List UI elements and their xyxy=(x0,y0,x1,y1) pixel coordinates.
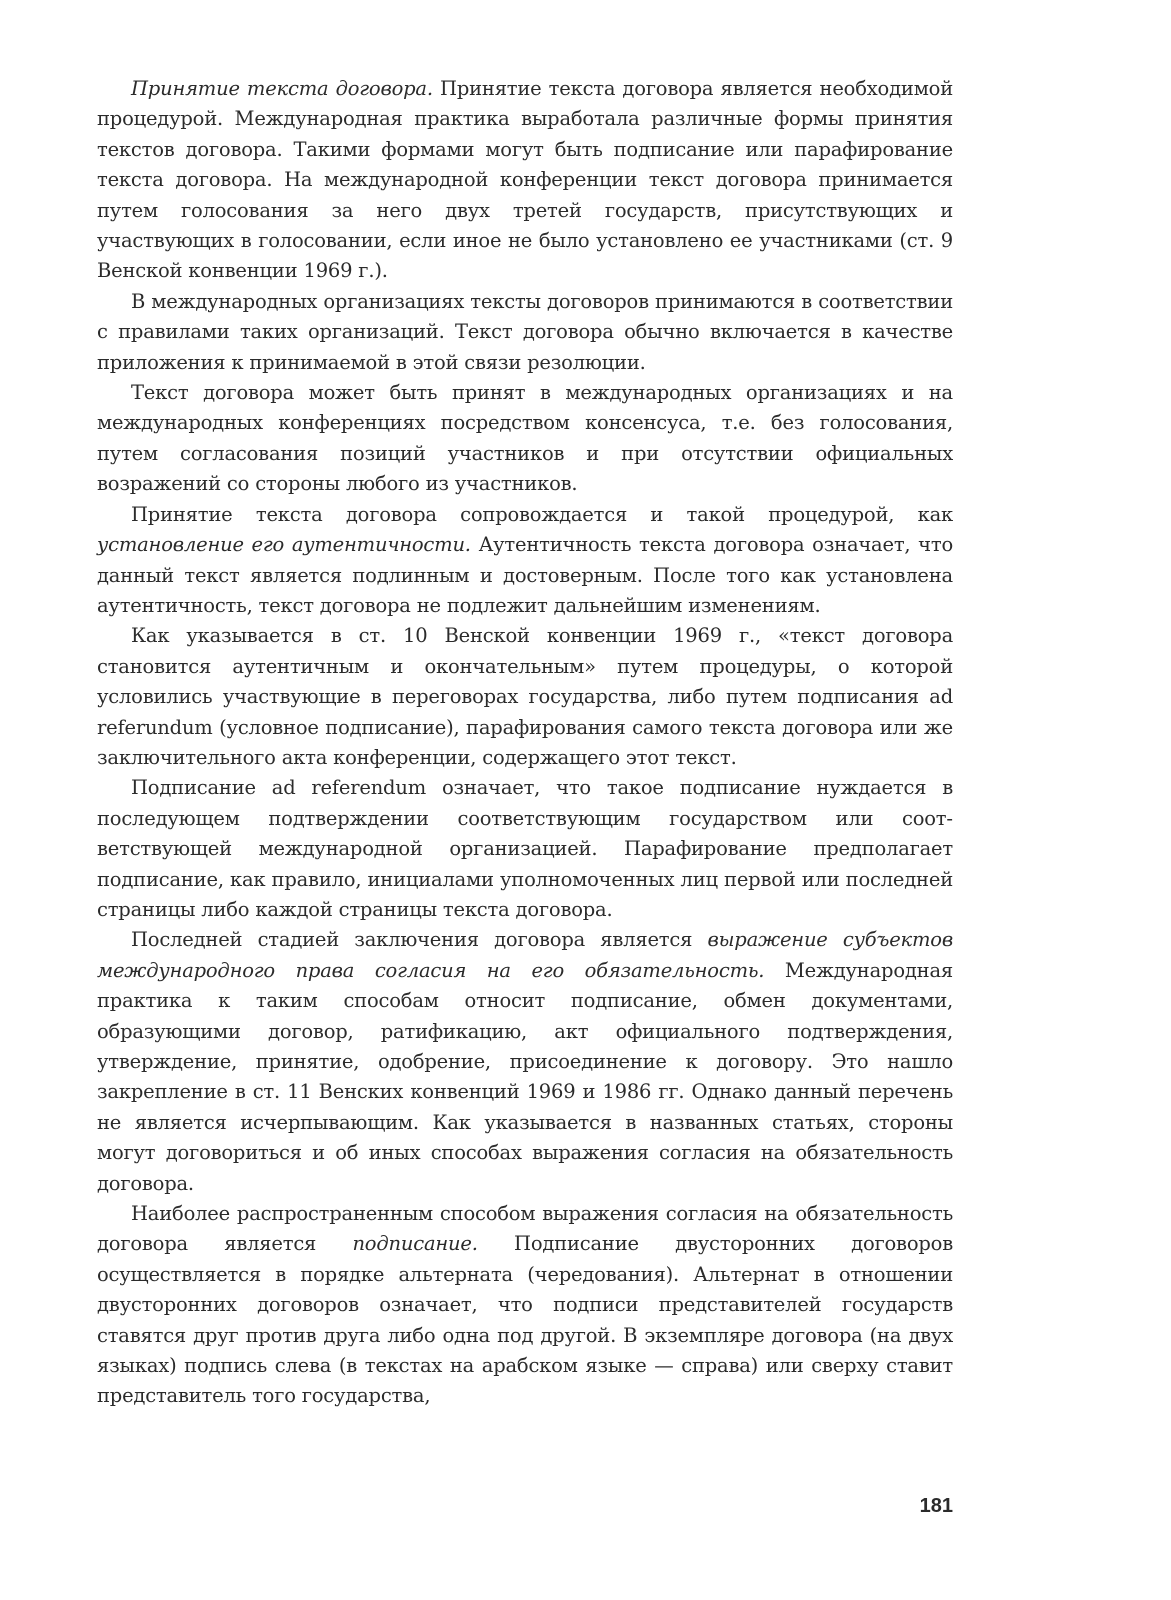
paragraph xyxy=(97,74,953,287)
paragraph xyxy=(97,925,953,1199)
page-number: 181 xyxy=(919,1495,953,1517)
paragraph xyxy=(97,287,953,378)
paragraph xyxy=(97,500,953,622)
italic-term: выражение субъектов международного права согласия на его обязательность. xyxy=(97,928,953,982)
text-run: Аутентичность текста договора означает, что данный текст является подлинным и достоверным. После того как установлена аутентичность, текст договора не подлежит дальнейшим изменениям. xyxy=(97,533,954,617)
body-text xyxy=(97,74,953,1412)
paragraph xyxy=(97,773,953,925)
text-run: Подписание ad referendum означает, что такое подписание нуждается в последующем подтверждении соответствующим государством или соответствующей международной организацией. Парафирование предполагает подписание, как правило, инициалами уполномоченных лиц первой или последней страницы либо каждой страницы текста договора. xyxy=(97,776,953,921)
text-run: Принятие текста договора является необходимой процедурой. Международная практика выработала различные формы принятия текстов договора. Такими формами могут быть подписание или парафирование текста договора. На международной конференции текст договора принимается путем голосования за него двух третей государств, присутствующих и участвующих в голосовании, если иное не было установлено ее участниками (ст. 9 Венской конвенции 1969 г.). xyxy=(97,77,954,283)
text-run: Международная практика к таким способам относит подписание, обмен документами, образующими договор, ратификацию, акт официального подтверждения, утверждение, принятие, одобрение, присоединение к договору. Это нашло закрепление в ст. 11 Венских конвенций 1969 и 1986 гг. Однако данный перечень не является исчерпывающим. Как указывается в названных статьях, стороны могут договориться и об иных способах выражения согласия на обязательность договора. xyxy=(97,958,953,1195)
paragraph xyxy=(97,1199,953,1412)
book-page xyxy=(97,74,953,1574)
italic-term: установление его аутентичности. xyxy=(97,533,471,557)
text-run: Текст договора может быть принят в международных организациях и на международных конференциях посредством консенсуса, т.е. без голосования, путем согласования позиций участников и при отсутствии официальных возражений со стороны любого из участников. xyxy=(97,381,953,496)
paragraph xyxy=(97,378,953,500)
text-run: Принятие текста договора сопровождается и такой процедурой, как xyxy=(131,502,953,526)
italic-term: Принятие текста договора. xyxy=(131,77,433,100)
text-run: Как указывается в ст. 10 Венской конвенции 1969 г., «текст договора становится аутентичным и окончательным» путем процедуры, о которой условились участвующие в переговорах государства, либо путем подписания ad referundum (условное подписание), парафирования самого текста договора или же заключительного акта конференции, содержащего этот текст. xyxy=(97,624,953,769)
text-run: Последней стадией заключения договора является xyxy=(131,928,708,952)
italic-term: подписание. xyxy=(352,1232,478,1256)
paragraph xyxy=(97,621,953,773)
text-run: Подписание двусторонних договоров осуществляется в порядке альтерната (чередования). Альтернат в отношении двусторонних договоров означает, что подписи представителей государств ставятся друг против друга либо одна под другой. В экземпляре договора (на двух языках) подпись слева (в текстах на арабском языке — справа) или сверху ставит представитель того государства, xyxy=(97,1232,953,1408)
text-run: Наиболее распространенным способом выражения согласия на обязательность договора является xyxy=(97,1202,953,1256)
text-run: В международных организациях тексты договоров принимаются в соответствии с правилами таких организаций. Текст договора обычно включается в качестве приложения к принимаемой в этой связи резолюции. xyxy=(97,289,953,374)
